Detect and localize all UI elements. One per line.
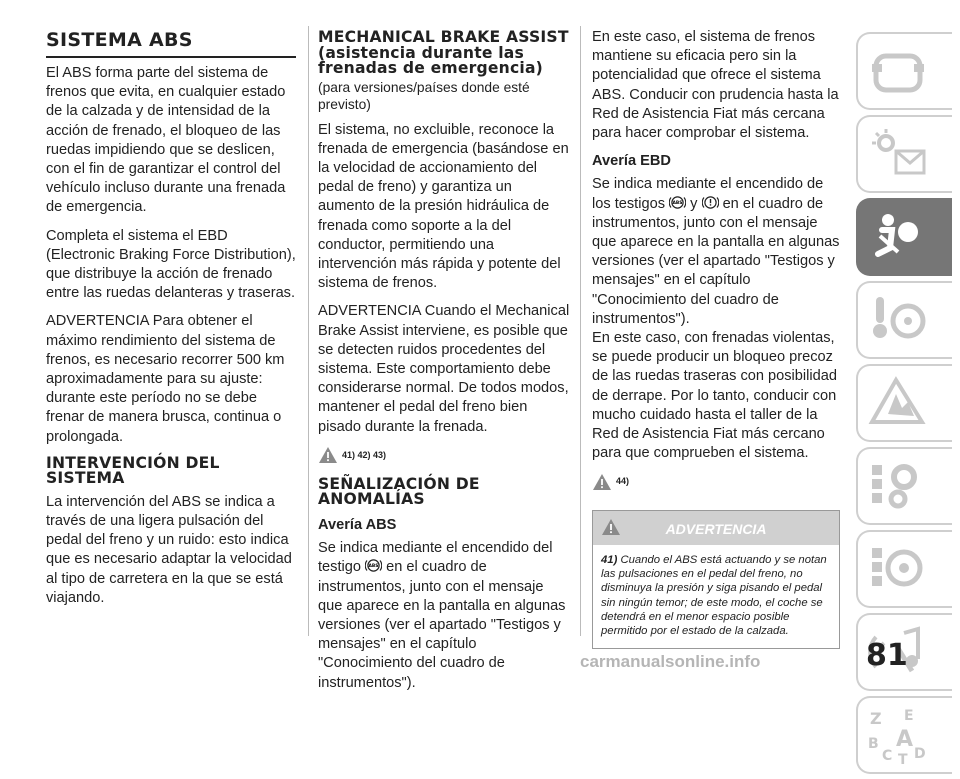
heading-senalizacion-anomalias: SEÑALIZACIÓN DE ANOMALÍAS [318,474,480,509]
advertencia-title: ADVERTENCIA [665,520,767,537]
svg-text:ABS: ABS [672,200,683,206]
column-divider [308,26,309,636]
svg-text:C: C [882,748,893,764]
column-1 [46,26,296,617]
steering-wheel-key-icon [868,291,928,347]
advertencia-box [592,510,840,650]
section-title-abs: SISTEMA ABS [46,30,296,58]
emergency-triangle-icon [868,374,928,430]
svg-text:T: T [898,752,908,764]
tab-safety[interactable] [856,198,952,276]
brake-assist-paragraph: El sistema, no excluible, reconoce la frenada de emergencia (basándose en la velocidad de accionamiento del pedal de freno) y garantiza un aumento de la presión hidráulica de frenada como soporte a la del conductor, permitiendo una intervención más rápida y potente del sistema de frenos. [318,121,569,292]
abs-warning-light-icon [365,558,382,573]
tab-starting-driving[interactable] [856,281,952,359]
airbag-seat-icon [868,208,928,264]
subheading-averia-abs: Avería ABS [318,516,397,533]
page-number: 81 [866,638,908,673]
advertencia-body [593,545,839,649]
maintenance-icon [868,457,928,513]
tab-knowing-your-car[interactable] [856,32,952,110]
advertencia-header [593,511,839,545]
abs-warning-light-icon [669,195,686,210]
warning-reference-44[interactable]: 44) [592,472,840,491]
subheading-averia-ebd: Avería EBD [592,153,671,170]
svg-text:D: D [914,746,926,762]
abs-intro-paragraph: El ABS forma parte del sistema de frenos que evita, en cualquier estado de la calzada y de intensidad de la acción de frenado, el bloqueo de las ruedas impidiendo que se deslicen, con el fin de garantizar el control del vehículo incluso durante una frenada de emergencia. [46,65,286,216]
heading-intervencion: INTERVENCIÓN DEL SISTEMA [46,453,220,488]
svg-text:ABS: ABS [368,564,379,570]
averia-abs-paragraph: Se indica mediante el encendido del testigo ABS en el cuadro de instrumentos, junto con el mensaje que aparece en la pantalla en algunas versiones (ver el apartado "Testigos y mensajes" en el capítulo "Conocimiento del cuadro de instrumentos"). [318,540,566,691]
tab-technical-specifications[interactable] [856,530,952,608]
wheel-spec-icon [868,540,928,596]
warning-triangle-icon [592,473,612,491]
ebd-fault-consequence-paragraph: En este caso, con frenadas violentas, se puede producir un bloqueo precoz de las ruedas traseras con posibilidad de derrape. Por lo tanto, conducir con mucho cuidado hasta el taller de la Red de Asistencia Fiat más cercano para que comprueben el sistema. [592,330,837,462]
svg-text:B: B [868,736,879,752]
tab-servicing-care[interactable] [856,447,952,525]
warning-reference-41-43[interactable]: 41) 42) 43) [318,446,570,465]
advertencia-text: Cuando el ABS está actuando y se notan las pulsaciones en el pedal del freno, no disminuya la presión y siga pisando el pedal sin ningún temor; de este modo, el coche se detendrá en el menor espacio posible permitido por el estado de la calzada. [601,553,827,638]
column-3 [592,26,840,649]
heading-mechanical-brake-assist: MECHANICAL BRAKE ASSIST (asistencia durante las frenadas de emergencia) [318,28,569,77]
svg-text:Z: Z [870,709,882,728]
brake-assist-advertencia-paragraph: ADVERTENCIA Cuando el Mechanical Brake Assist interviene, es posible que se detecten ruidos procedentes del sistema. Este comportamiento debe considerarse normal. De todos modos, mantener el pedal del freno bien pisado durante la frenada. [318,303,570,435]
tab-in-an-emergency[interactable] [856,364,952,442]
versions-note: (para versiones/países donde esté previsto) [318,79,530,112]
intervencion-paragraph: La intervención del ABS se indica a través de una ligera pulsación del pedal del freno y un ruido: esto indica que es necesario adaptar la velocidad al tipo de carretera en la que se está viajando. [46,493,292,606]
advertencia-number: 41) [601,553,618,566]
column-2 [318,26,570,702]
abs-advertencia-paragraph: ADVERTENCIA Para obtener el máximo rendimiento del sistema de frenos, es necesario recorrer 500 km aproximadamente para su ajuste: durante este período no se debe frenar de manera brusca, continua o prolongada. [46,313,285,445]
car-icon [868,42,928,98]
ebd-paragraph: Completa el sistema el EBD (Electronic Braking Force Distribution), que distribuye la acción de frenado entre las ruedas delanteras y traseras. [46,227,296,302]
tab-alphabetical-index[interactable] [856,696,952,774]
svg-text:E: E [904,708,914,724]
watermark: carmanualsonline.info [580,652,761,671]
tab-dashboard-warning-lights[interactable] [856,115,952,193]
warning-lights-icon [868,125,928,181]
alphabet-index-icon [868,706,932,764]
warning-triangle-icon [318,446,338,464]
abs-fault-consequence-paragraph: En este caso, el sistema de frenos mantiene su eficacia pero sin la potencialidad que ofrece el sistema ABS. Conducir con prudencia hasta la Red de Asistencia Fiat más cercana para hacer comprobar el sistema. [592,29,839,142]
brake-warning-light-icon [702,195,719,210]
averia-ebd-paragraph: Se indica mediante el encendido de los testigos ABS y en el cuadro de instrumentos, junto con el mensaje que aparece en la pantalla en algunas versiones (ver el apartado "Testigos y mensajes" en el capítulo "Conocimiento del cuadro de instrumentos"). [592,176,840,327]
svg-text:A: A [896,727,914,752]
column-divider [580,26,581,636]
